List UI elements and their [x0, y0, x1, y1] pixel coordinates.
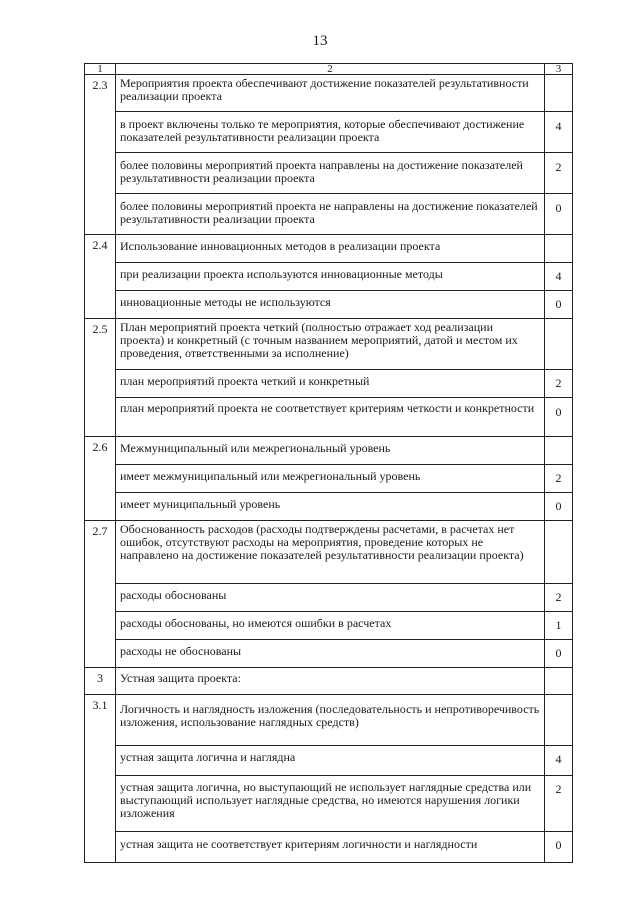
criterion-title: План мероприятий проекта четкий (полностью отражает ход реализации проекта) и конкретный (с точным названием мероприятий, датой и местом их проведения, ответственными за исполнение): [116, 319, 545, 370]
option-score: 0: [545, 493, 573, 521]
option-score: 0: [545, 194, 573, 235]
option-row: [85, 776, 573, 832]
criterion-row: [85, 75, 573, 112]
option-text: в проект включены только те мероприятия, которые обеспечивают достижение показателей результативности реализации проекта: [116, 112, 545, 153]
criterion-score-empty: [545, 75, 573, 112]
option-score: 0: [545, 640, 573, 668]
option-score: 4: [545, 112, 573, 153]
criterion-code: 2.3: [85, 75, 116, 235]
option-score: 2: [545, 776, 573, 832]
option-score: 4: [545, 263, 573, 291]
option-score: 2: [545, 370, 573, 398]
option-text: план мероприятий проекта четкий и конкретный: [116, 370, 545, 398]
option-score: 0: [545, 398, 573, 437]
criterion-code: 2.6: [85, 437, 116, 521]
option-score: 2: [545, 584, 573, 612]
option-score: 0: [545, 832, 573, 863]
option-text: план мероприятий проекта не соответствует критериям четкости и конкретности: [116, 398, 545, 437]
section-score-empty: [545, 668, 573, 695]
criterion-title: Логичность и наглядность изложения (последовательность и непротиворечивость изложения, использование наглядных средств): [116, 695, 545, 746]
criterion-row: [85, 235, 573, 263]
page-number: 13: [312, 33, 328, 49]
option-score: 2: [545, 153, 573, 194]
option-row: [85, 746, 573, 776]
criterion-row: [85, 695, 573, 746]
option-row: [85, 584, 573, 612]
option-score: 4: [545, 746, 573, 776]
criterion-score-empty: [545, 319, 573, 370]
option-text: расходы обоснованы: [116, 584, 545, 612]
option-text: инновационные методы не используются: [116, 291, 545, 319]
criterion-code: 2.7: [85, 521, 116, 668]
option-row: [85, 370, 573, 398]
option-text: устная защита не соответствует критериям логичности и наглядности: [116, 832, 545, 863]
option-row: [85, 153, 573, 194]
criterion-score-empty: [545, 695, 573, 746]
option-row: [85, 263, 573, 291]
option-row: [85, 194, 573, 235]
criterion-title: Межмуниципальный или межрегиональный уровень: [116, 437, 545, 465]
criterion-title: Обоснованность расходов (расходы подтверждены расчетами, в расчетах нет ошибок, отсутствуют расходы на мероприятия, проведение которых не направлено на достижение показателей результативности реализации проекта): [116, 521, 545, 584]
option-text: расходы не обоснованы: [116, 640, 545, 668]
criterion-score-empty: [545, 235, 573, 263]
header-col-3: 3: [545, 64, 573, 75]
option-text: имеет муниципальный уровень: [116, 493, 545, 521]
option-row: [85, 612, 573, 640]
option-text: при реализации проекта используются инновационные методы: [116, 263, 545, 291]
option-score: 2: [545, 465, 573, 493]
criterion-code: 2.4: [85, 235, 116, 319]
header-col-2: 2: [116, 64, 545, 75]
criterion-title: Использование инновационных методов в реализации проекта: [116, 235, 545, 263]
table-header-row: [85, 64, 573, 75]
option-text: устная защита логична и наглядна: [116, 746, 545, 776]
criterion-row: [85, 521, 573, 584]
option-text: более половины мероприятий проекта направлены на достижение показателей результативности реализации проекта: [116, 153, 545, 194]
option-text: устная защита логична, но выступающий не использует наглядные средства или выступающий использует наглядные средства, но имеются нарушения логики изложения: [116, 776, 545, 832]
option-row: [85, 493, 573, 521]
option-row: [85, 112, 573, 153]
option-row: [85, 465, 573, 493]
header-col-1: 1: [85, 64, 116, 75]
option-score: 1: [545, 612, 573, 640]
section-code: 3: [85, 668, 116, 695]
option-text: имеет межмуниципальный или межрегиональный уровень: [116, 465, 545, 493]
option-score: 0: [545, 291, 573, 319]
criterion-code: 3.1: [85, 695, 116, 863]
option-row: [85, 398, 573, 437]
option-text: более половины мероприятий проекта не направлены на достижение показателей результативности реализации проекта: [116, 194, 545, 235]
option-row: [85, 832, 573, 863]
section-row: [85, 668, 573, 695]
criterion-title: Мероприятия проекта обеспечивают достижение показателей результативности реализации проекта: [116, 75, 545, 112]
option-row: [85, 640, 573, 668]
criterion-score-empty: [545, 437, 573, 465]
section-title: Устная защита проекта:: [116, 668, 545, 695]
option-row: [85, 291, 573, 319]
criterion-score-empty: [545, 521, 573, 584]
criterion-row: [85, 319, 573, 370]
criterion-row: [85, 437, 573, 465]
option-text: расходы обоснованы, но имеются ошибки в расчетах: [116, 612, 545, 640]
criterion-code: 2.5: [85, 319, 116, 437]
criteria-table: [84, 63, 573, 863]
